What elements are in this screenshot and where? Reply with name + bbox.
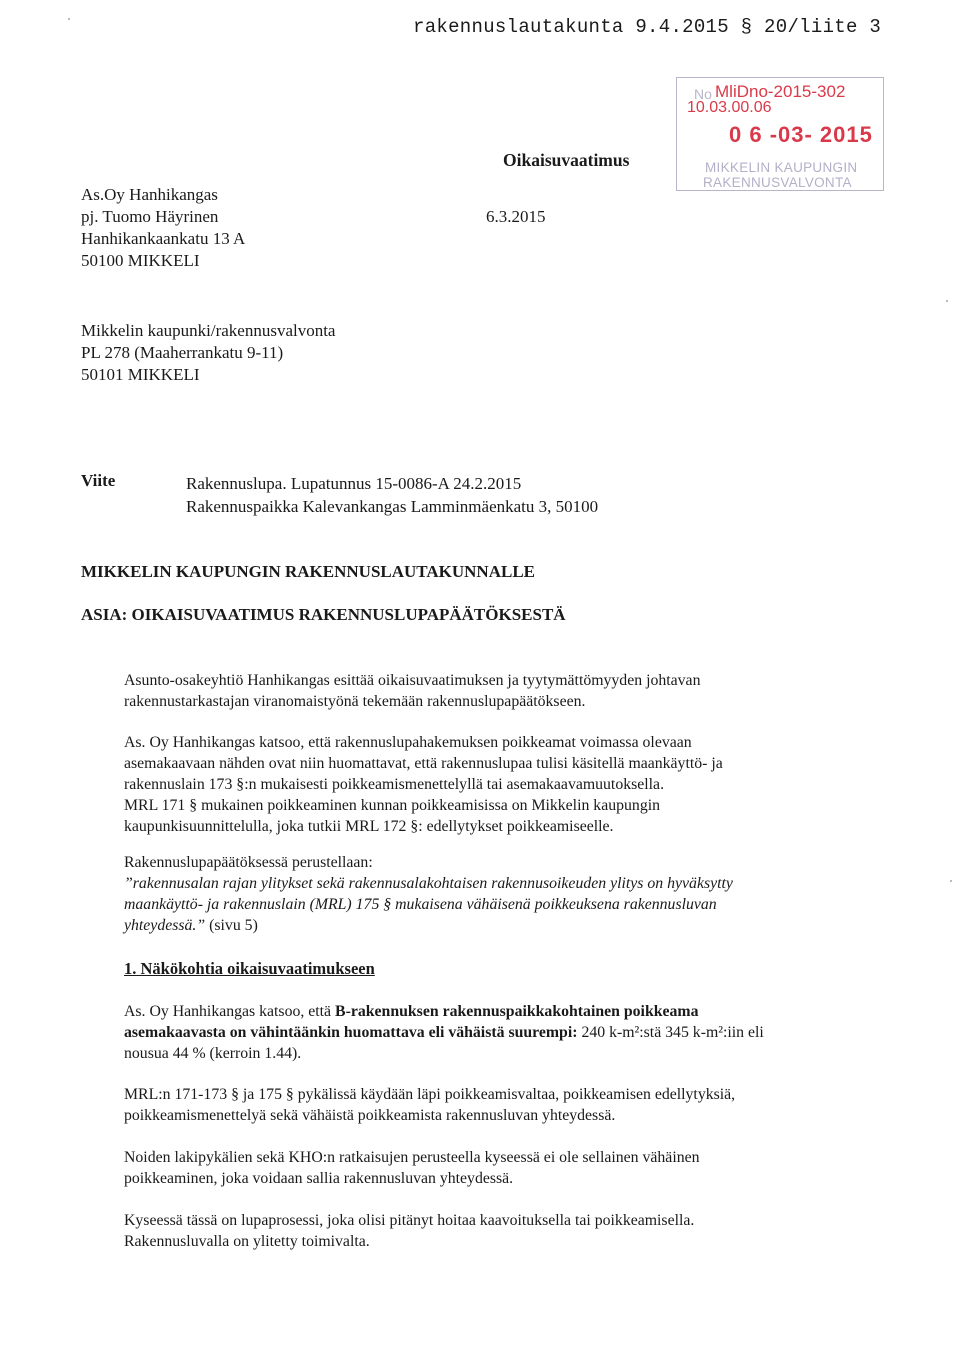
text-line: Kyseessä tässä on lupaprosessi, joka olisi pitänyt hoitaa kaavoituksella tai poikkeamisella. (124, 1212, 695, 1229)
quote-line: maankäyttö- ja rakennuslain (MRL) 175 § mukaisena vähäisenä poikkeuksena rakennusluvan (124, 896, 717, 913)
subject-title: ASIA: OIKAISUVAATIMUS RAKENNUSLUPAPÄÄTÖKSESTÄ (81, 605, 566, 624)
paragraph-mrl (124, 1084, 864, 1126)
text-line: poikkeaminen, joka voidaan sallia rakennusluvan yhteydessä. (124, 1170, 514, 1187)
text-line: rakennustarkastajan viranomaistyönä tekemään rakennuslupapäätökseen. (124, 693, 586, 710)
paragraph-conclusion (124, 1210, 864, 1252)
text-line: rakennuslain 173 §:n mukaisesti poikkeamismenettelyllä tai asemakaavamuutoksella. (124, 776, 665, 793)
reference-line: Rakennuspaikka Kalevankangas Lamminmäenkatu 3, 50100 (186, 497, 599, 516)
sender-line: Hanhikankaankatu 13 A (81, 229, 246, 248)
reference-line: Rakennuslupa. Lupatunnus 15-0086-A 24.2.2015 (186, 474, 522, 493)
text-fragment: As. Oy Hanhikangas katsoo, että (124, 1003, 336, 1020)
addressee-title: MIKKELIN KAUPUNGIN RAKENNUSLAUTAKUNNALLE (81, 562, 536, 581)
scan-speck (946, 300, 948, 302)
recipient-address (81, 320, 335, 386)
document-date: 6.3.2015 (486, 207, 546, 226)
text-line: Rakennuslupapäätöksessä perustellaan: (124, 854, 373, 871)
sender-line: pj. Tuomo Häyrinen (81, 207, 219, 226)
section-heading: 1. Näkökohtia oikaisuvaatimukseen (124, 959, 375, 978)
text-line: nousua 44 % (kerroin 1.44). (124, 1045, 302, 1062)
quote-line: ”rakennusalan rajan ylitykset sekä rakennusalakohtaisen rakennusoikeuden ylitys on hyväksytty (124, 875, 733, 892)
text-line: poikkeamismenettelyä sekä vähäistä poikkeamista rakennusluvan yhteydessä. (124, 1107, 616, 1124)
scan-speck (950, 880, 952, 882)
text-line: Asunto-osakeyhtiö Hanhikangas esittää oikaisuvaatimuksen ja tyytymättömyyden johtavan (124, 672, 701, 689)
paragraph-deviations (124, 732, 864, 837)
stamp-date: 0 6 -03- 2015 (729, 122, 873, 147)
stamp-date-small: 10.03.00.06 (687, 99, 772, 116)
text-line: Rakennusluvalla on ylitetty toimivalta. (124, 1233, 370, 1250)
text-line: Noiden lakipykälien sekä KHO:n ratkaisujen perusteella kyseessä ei ole sellainen vähäinen (124, 1149, 700, 1166)
paragraph-kho (124, 1147, 864, 1189)
recipient-line: PL 278 (Maaherrankatu 9-11) (81, 343, 284, 362)
text-line (124, 1001, 864, 1022)
text-line: As. Oy Hanhikangas katsoo, että rakennuslupahakemuksen poikkeamat voimassa olevaan (124, 734, 692, 751)
emphasis-text: B-rakennuksen rakennuspaikkakohtainen poikkeama (335, 1003, 699, 1020)
document-header: rakennuslautakunta 9.4.2015 § 20/liite 3 (413, 16, 882, 38)
text-line: MRL:n 171-173 § ja 175 § pykälissä käydään läpi poikkeamisvaltaa, poikkeamisen edellytyksiä, (124, 1086, 736, 1103)
quote-line: yhteydessä.” (124, 917, 206, 934)
paragraph-claim (124, 670, 864, 712)
quote-end-line (124, 915, 864, 936)
recipient-line: Mikkelin kaupunki/rakennusvalvonta (81, 321, 336, 340)
paragraph-b-building (124, 1001, 864, 1064)
stamp-office-line1: MIKKELIN KAUPUNGIN (705, 160, 858, 175)
text-line: MRL 171 § mukainen poikkeaminen kunnan poikkeamisissa on Mikkelin kaupungin (124, 797, 660, 814)
text-line: asemakaavaan nähden ovat niin huomattavat, että rakennuslupaa tulisi käsitellä maankäyttö- ja (124, 755, 723, 772)
registration-stamp (676, 77, 884, 191)
text-line (124, 1022, 864, 1043)
stamp-office-line2: RAKENNUSVALVONTA (703, 175, 852, 190)
sender-address (81, 184, 245, 272)
document-type: Oikaisuvaatimus (503, 150, 630, 170)
paragraph-quote (124, 852, 864, 936)
page-reference: (sivu 5) (205, 917, 258, 934)
text-line: kaupunkisuunnittelulla, joka tutkii MRL 172 §: edellytykset poikkeamiseelle. (124, 818, 614, 835)
stamp-prefix: No (694, 86, 712, 102)
text-fragment: 240 k-m²:stä 345 k-m²:iin eli (577, 1024, 764, 1041)
sender-line: As.Oy Hanhikangas (81, 185, 218, 204)
reference-label: Viite (81, 471, 116, 490)
recipient-line: 50101 MIKKELI (81, 365, 200, 384)
scan-speck (68, 18, 70, 20)
reference-block (186, 472, 598, 518)
stamp-number: MliDno-2015-302 (715, 82, 846, 101)
sender-line: 50100 MIKKELI (81, 251, 200, 270)
emphasis-text: asemakaavasta on vähintäänkin huomattava eli vähäistä suurempi: (124, 1024, 578, 1041)
